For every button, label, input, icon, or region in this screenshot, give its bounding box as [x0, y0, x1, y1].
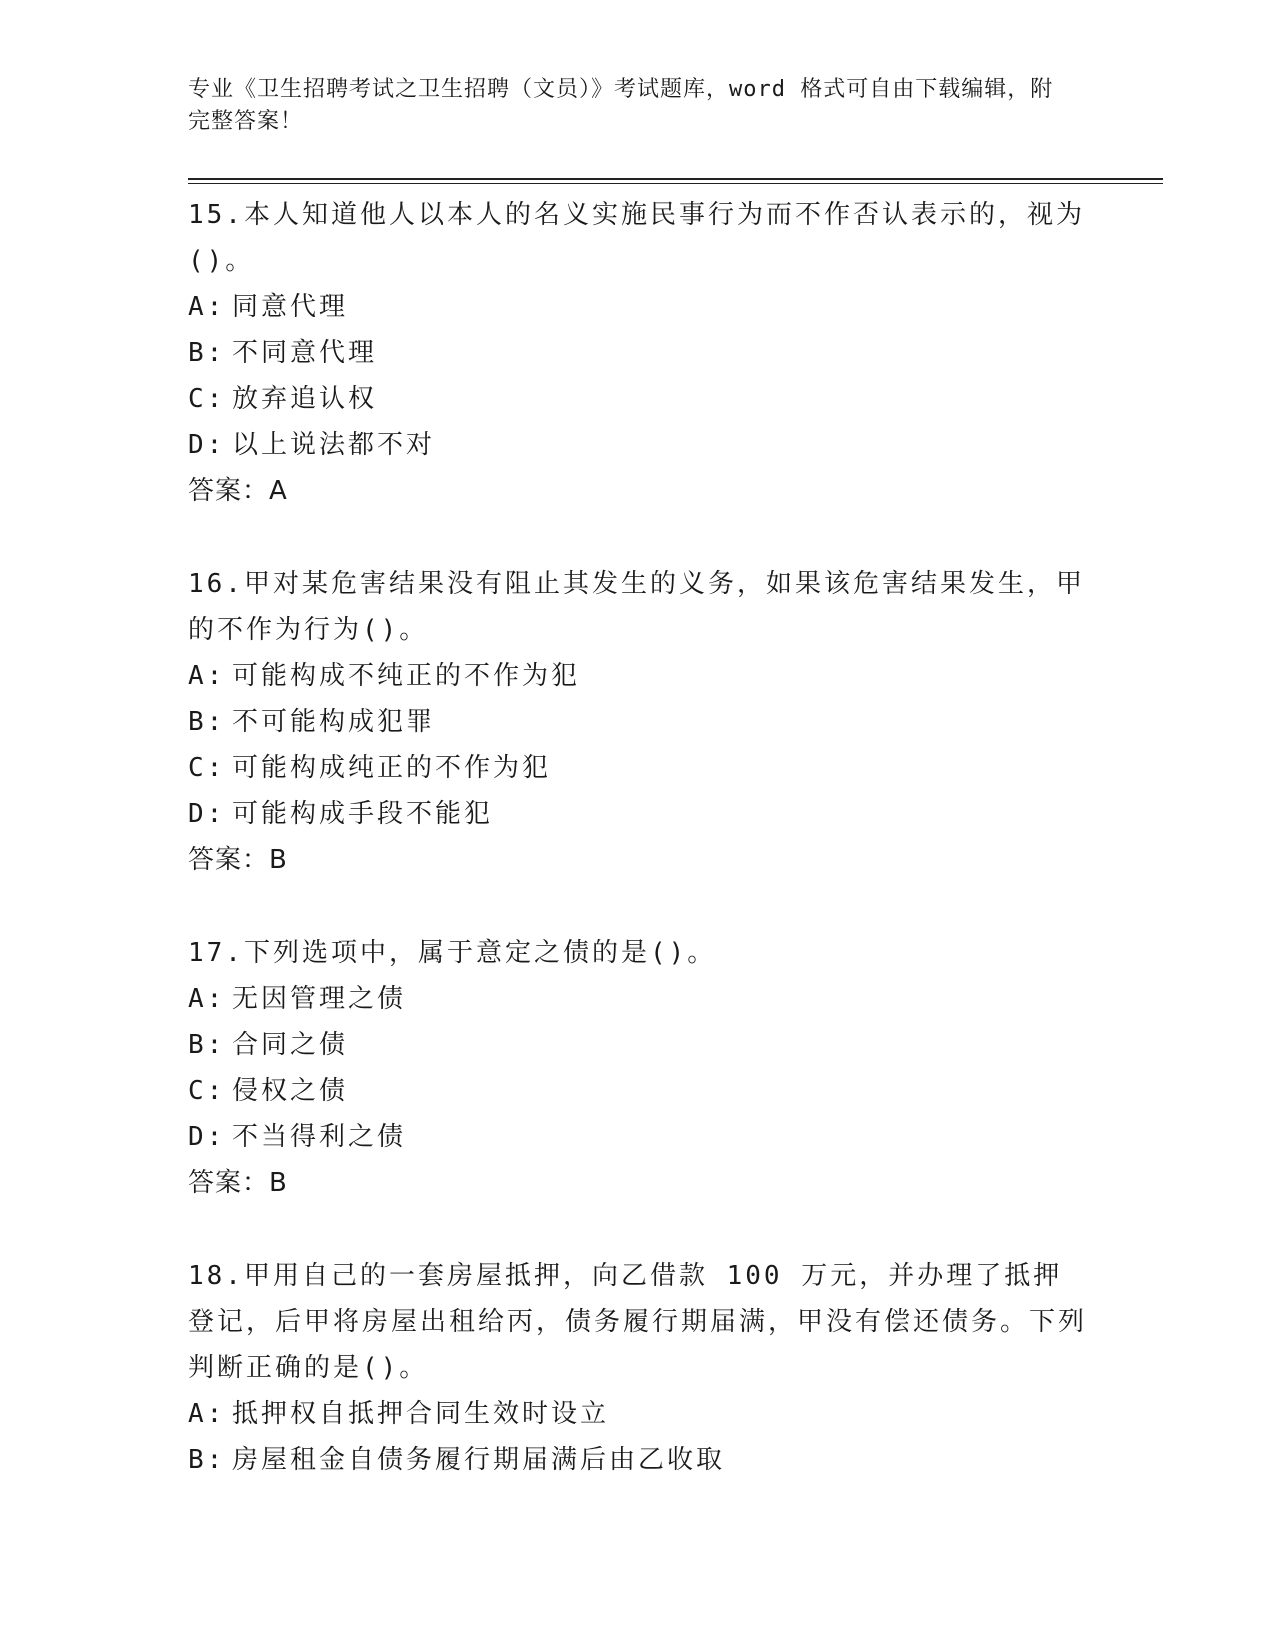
option-text: 可能构成纯正的不作为犯 — [232, 753, 552, 783]
option-key: B: — [188, 338, 226, 368]
option-key: B: — [188, 1445, 226, 1475]
option-key: D: — [188, 1122, 226, 1152]
question-stem: 17.下列选项中，属于意定之债的是()。 — [188, 938, 717, 968]
question-stem: 18.甲用自己的一套房屋抵押，向乙借款 100 万元，并办理了抵押登记，后甲将房屋出租给丙，债务履行期届满，甲没有偿还债务。下列判断正确的是()。 — [188, 1261, 1088, 1383]
option-text: 抵押权自抵押合同生效时设立 — [232, 1399, 610, 1429]
option-text: 不可能构成犯罪 — [232, 707, 436, 737]
option-b — [188, 330, 1088, 376]
option-text: 房屋租金自债务履行期届满后由乙收取 — [232, 1445, 726, 1475]
option-list — [188, 284, 1088, 468]
option-a — [188, 653, 1088, 699]
answer-line: 答案：B — [188, 845, 288, 875]
question-stem: 16.甲对某危害结果没有阻止其发生的义务，如果该危害结果发生，甲的不作为行为()。 — [188, 569, 1085, 645]
option-text: 以上说法都不对 — [232, 430, 436, 460]
option-a — [188, 284, 1088, 330]
question-17 — [188, 930, 1088, 1206]
option-key: C: — [188, 384, 226, 414]
option-key: A: — [188, 984, 226, 1014]
question-16 — [188, 561, 1088, 883]
option-text: 侵权之债 — [232, 1076, 349, 1106]
option-c — [188, 745, 1088, 791]
option-list — [188, 976, 1088, 1160]
question-list — [188, 192, 1088, 1530]
option-a — [188, 976, 1088, 1022]
option-d — [188, 791, 1088, 837]
option-list — [188, 653, 1088, 837]
option-b — [188, 699, 1088, 745]
option-c — [188, 1068, 1088, 1114]
option-key: A: — [188, 1399, 226, 1429]
option-key: B: — [188, 1030, 226, 1060]
option-text: 放弃追认权 — [232, 384, 378, 414]
option-list — [188, 1391, 1088, 1483]
option-c — [188, 376, 1088, 422]
option-text: 同意代理 — [232, 292, 349, 322]
option-text: 合同之债 — [232, 1030, 349, 1060]
option-text: 可能构成手段不能犯 — [232, 799, 494, 829]
option-text: 不当得利之债 — [232, 1122, 407, 1152]
option-d — [188, 1114, 1088, 1160]
option-text: 可能构成不纯正的不作为犯 — [232, 661, 581, 691]
document-header: 专业《卫生招聘考试之卫生招聘（文员）》考试题库，word 格式可自由下载编辑，附完整答案！ — [188, 77, 1054, 134]
option-b — [188, 1437, 1088, 1483]
option-a — [188, 1391, 1088, 1437]
option-d — [188, 422, 1088, 468]
question-15 — [188, 192, 1088, 514]
option-text: 不同意代理 — [232, 338, 378, 368]
answer-line: 答案：B — [188, 1168, 288, 1198]
option-b — [188, 1022, 1088, 1068]
option-key: C: — [188, 753, 226, 783]
question-18 — [188, 1253, 1088, 1483]
option-text: 无因管理之债 — [232, 984, 407, 1014]
option-key: D: — [188, 799, 226, 829]
option-key: C: — [188, 1076, 226, 1106]
option-key: B: — [188, 707, 226, 737]
header-divider — [188, 178, 1163, 184]
option-key: A: — [188, 661, 226, 691]
question-stem: 15.本人知道他人以本人的名义实施民事行为而不作否认表示的，视为()。 — [188, 200, 1085, 276]
option-key: D: — [188, 430, 226, 460]
option-key: A: — [188, 292, 226, 322]
answer-line: 答案：A — [188, 476, 288, 506]
